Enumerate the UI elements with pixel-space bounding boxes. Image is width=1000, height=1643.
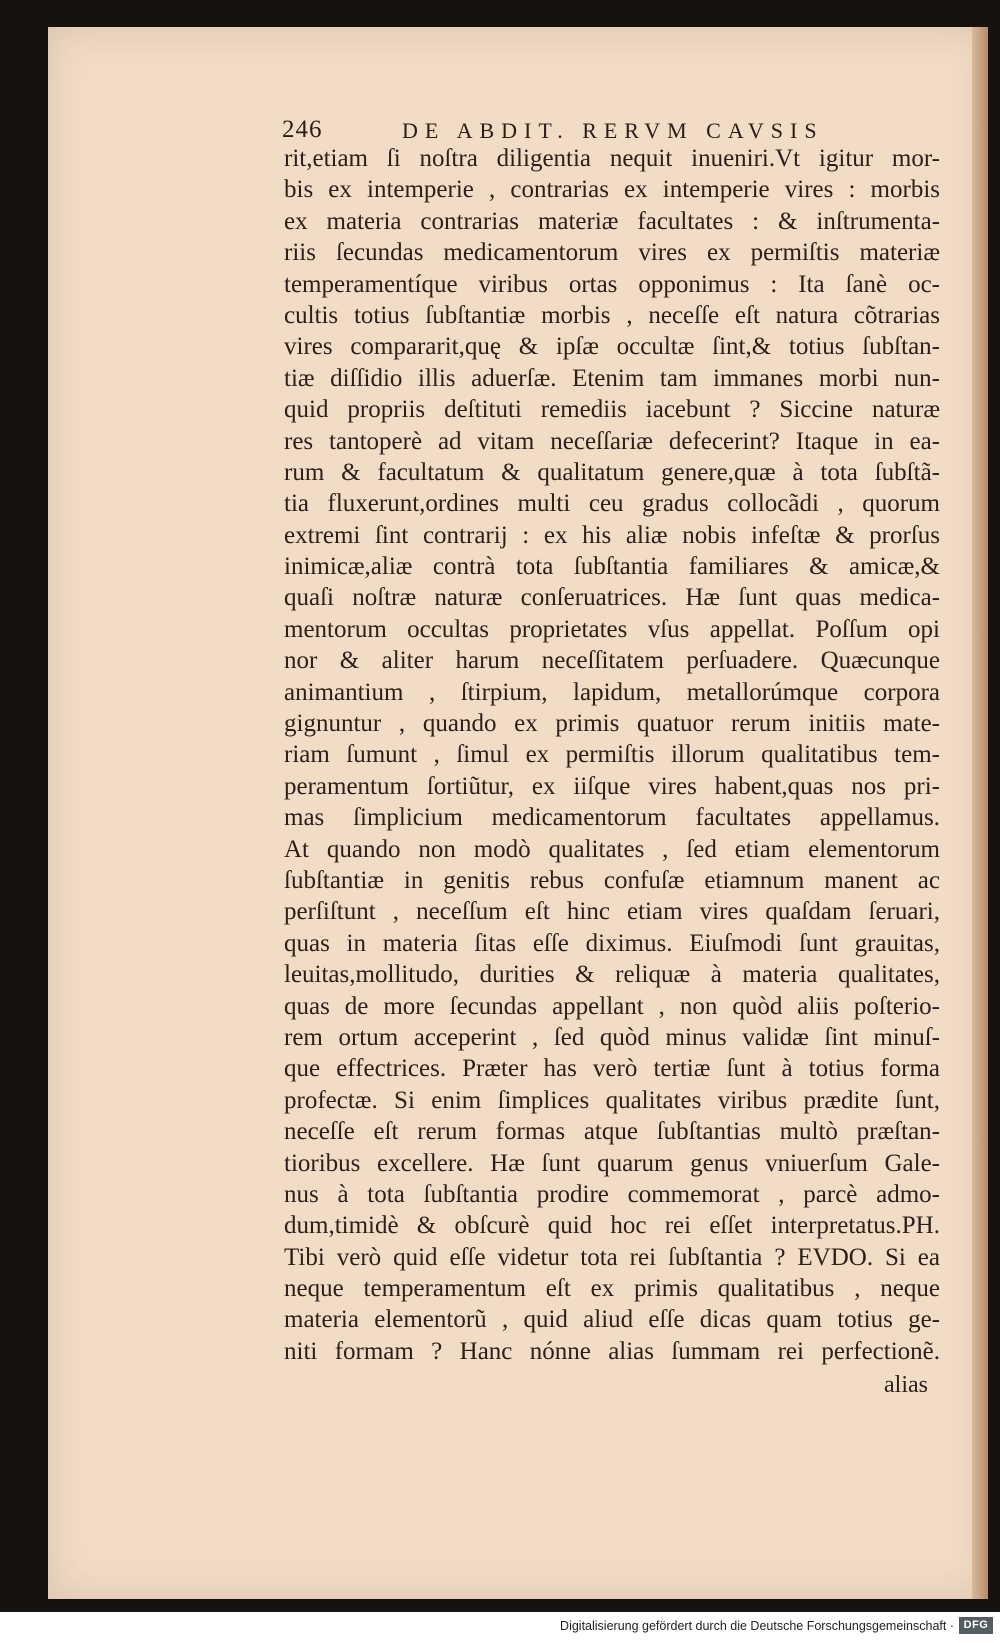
text-line: niti formam ? Hanc nónne alias ſummam rei perfectionẽ. <box>284 1337 940 1365</box>
text-line: quid propriis deſtituti remediis iacebunt ? Siccine naturæ <box>284 396 940 424</box>
text-line: res tantoperè ad vitam neceſſariæ defecerint? Itaque in ea- <box>284 427 940 455</box>
dfg-logo: DFG <box>959 1617 993 1634</box>
page-edge <box>972 27 988 1599</box>
text-line: inimicæ,aliæ contrà tota ſubſtantia familiares & amicæ,& <box>284 553 940 581</box>
text-line: tia fluxerunt,ordines multi ceu gradus collocãdi , quorum <box>284 490 940 518</box>
text-line: riis ſecundas medicamentorum vires ex permiſtis materiæ <box>284 239 940 267</box>
text-line: bis ex intemperie , contrarias ex intemperie vires : morbis <box>284 176 940 204</box>
text-line: que effectrices. Præter has verò tertiæ ſunt à totius forma <box>284 1055 940 1083</box>
text-line: mas ſimplicium medicamentorum facultates appellamus. <box>284 804 940 832</box>
text-line: mentorum occultas proprietates vſus appellat. Poſſum opi <box>284 615 940 643</box>
catchword: alias <box>884 1372 928 1398</box>
text-line: tioribus excellere. Hæ ſunt quarum genus vniuerſum Gale- <box>284 1149 940 1177</box>
text-line: rum & facultatum & qualitatum genere,quæ à tota ſubſtã- <box>284 458 940 486</box>
text-line: rem ortum acceperint , ſed quòd minus validæ ſint minuſ- <box>284 1023 940 1051</box>
text-line: materia elementorũ , quid aliud eſſe dicas quam totius ge- <box>284 1306 940 1334</box>
text-line: animantium , ſtirpium, lapidum, metallorúmque corpora <box>284 678 940 706</box>
footer-bar <box>0 1612 1000 1643</box>
text-line: nus à tota ſubſtantia prodire commemorat , parcè admo- <box>284 1180 940 1208</box>
footer-credit: Digitalisierung gefördert durch die Deutsche Forschungsgemeinschaft · <box>560 1619 954 1633</box>
text-line: ſubſtantiæ in genitis rebus confuſæ etiamnum manent ac <box>284 866 940 894</box>
text-line: leuitas,mollitudo, durities & reliquæ à materia qualitates, <box>284 961 940 989</box>
text-line: peramentum ſortiũtur, ex iiſque vires habent,quas nos pri- <box>284 772 940 800</box>
text-line: dum,timidè & obſcurè quid hoc rei eſſet interpretatus.PH. <box>284 1212 940 1240</box>
page-number: 246 <box>282 116 323 143</box>
running-title: DE ABDIT. RERVM CAVSIS <box>402 118 824 143</box>
text-line: gignuntur , quando ex primis quatuor rerum initiis mate- <box>284 710 940 738</box>
text-line: rit,etiam ſi noſtra diligentia nequit inueniri.Vt igitur mor- <box>284 145 940 172</box>
text-line: neceſſe eſt rerum formas atque ſubſtantias multò præſtan- <box>284 1118 940 1146</box>
text-line: vires compararit,quę & ipſæ occultæ ſint,& totius ſubſtan- <box>284 333 940 361</box>
body-text <box>284 143 940 1367</box>
text-line: cultis totius ſubſtantiæ morbis , neceſſe eſt natura cõtrarias <box>284 301 940 329</box>
text-line: extremi ſint contrarij : ex his aliæ nobis infeſtæ & prorſus <box>284 521 940 549</box>
text-line: profectæ. Si enim ſimplices qualitates viribus prædite ſunt, <box>284 1086 940 1114</box>
text-line: tiæ diſſidio illis aduerſæ. Etenim tam immanes morbi nun- <box>284 364 940 392</box>
text-line: Tibi verò quid eſſe videtur tota rei ſubſtantia ? EVDO. Si ea <box>284 1243 940 1271</box>
text-line: quaſi noſtræ naturæ conſeruatrices. Hæ ſunt quas medica- <box>284 584 940 612</box>
text-line: nor & aliter harum neceſſitatem perſuadere. Quæcunque <box>284 647 940 675</box>
text-line: At quando non modò qualitates , ſed etiam elementorum <box>284 835 940 863</box>
text-line: ex materia contrarias materiæ facultates : & inſtrumenta- <box>284 207 940 235</box>
text-line: temperamentíque viribus ortas opponimus : Ita ſanè oc- <box>284 270 940 298</box>
text-line: neque temperamentum eſt ex primis qualitatibus , neque <box>284 1275 940 1303</box>
text-line: quas in materia ſitas eſſe diximus. Eiuſmodi ſunt grauitas, <box>284 929 940 957</box>
text-line: riam ſumunt , ſimul ex permiſtis illorum qualitatibus tem- <box>284 741 940 769</box>
text-line: perſiſtunt , neceſſum eſt hinc etiam vires quaſdam ſeruari, <box>284 898 940 926</box>
text-line: quas de more ſecundas appellant , non quòd aliis poſterio- <box>284 992 940 1020</box>
